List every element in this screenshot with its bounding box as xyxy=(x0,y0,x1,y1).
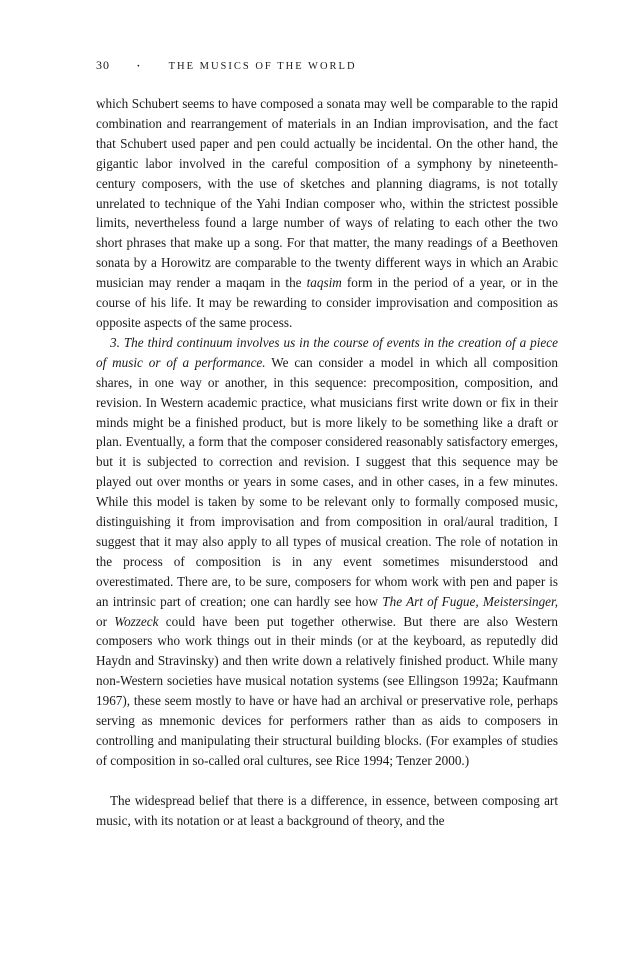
text-run: The widespread belief that there is a difference, in essence, between composing art music, with its notation or at least a background of theory, and the xyxy=(96,792,558,828)
paragraph-widespread-belief xyxy=(96,791,558,831)
text-run: form in the period of a year, or in the course of his life. It may be rewarding to consider improvisation and composition as opposite aspects of the same process. xyxy=(96,275,558,330)
paragraph-third-continuum xyxy=(96,333,558,771)
italic-text-run: The Art of Fugue, Meistersinger, xyxy=(382,593,558,609)
text-run: We can consider a model in which all composition shares, in one way or another, in this sequence: precomposition, composition, and revision. In Western academic practice, what musicians first write down or fix in their minds might be a finished product, but is more likely to be something like a draft or plan. Eventually, a form that the composer considered reasonably satisfactory emerges, but it is subjected to correction and revision. I suggest that this sequence may be played out over months or years in some cases, and in other cases, in a few minutes. While this model is taken by some to be relevant only to formally composed music, distinguishing it from improvisation and from composition in oral/aural tradition, I suggest that it may also apply to all types of musical creation. The role of notation in the process of composition is in any event sometimes misunderstood and overestimated. There are, to be sure, composers for whom work with pen and paper is an intrinsic part of creation; one can hardly see how xyxy=(96,354,558,609)
text-run: or xyxy=(96,613,115,629)
paragraph-continued xyxy=(96,94,558,333)
running-title: THE MUSICS OF THE WORLD xyxy=(168,61,357,72)
text-run: could have been put together otherwise. But there are also Western composers who work things out in their minds (or at the keyboard, as reputedly did Haydn and Stravinsky) and then write down a relatively finished product. While many non-Western societies have musical notation systems (see Ellingson 1992a; Kaufmann 1967), these seem mostly to have or have had an archival or preservative role, perhaps serving as mnemonic devices for performers rather than as aids to composers in controlling and manipulating their structural building blocks. (For examples of studies of composition in so-called oral cultures, see Rice 1994; Tenzer 2000.) xyxy=(96,613,558,768)
body-text xyxy=(96,94,558,831)
text-run: which Schubert seems to have composed a sonata may well be comparable to the rapid combination and rearrangement of materials in an Indian improvisation, and the fact that Schubert used paper and pen could actually be incidental. On the other hand, the gigantic labor involved in the careful composition of a symphony by nineteenth-century composers, with the use of sketches and planning diagrams, is not totally unrelated to technique of the Yahi Indian composer who, within the strictest possible limits, nevertheless found a large number of ways of relating to each other the two short phrases that make up a song. For that matter, the many readings of a Beethoven sonata by a Horowitz are comparable to the twenty different ways in which an Arabic musician may render a maqam in the xyxy=(96,96,558,291)
book-page xyxy=(96,58,558,831)
italic-text-run: taqsim xyxy=(306,275,342,291)
header-separator: · xyxy=(136,61,143,72)
page-number: 30 xyxy=(96,58,110,72)
running-head xyxy=(96,58,558,78)
italic-text-run: 3. The third continuum involves us in the course of events in the creation of a piece of music or of a performance. xyxy=(96,334,558,370)
italic-text-run: Wozzeck xyxy=(114,613,159,629)
